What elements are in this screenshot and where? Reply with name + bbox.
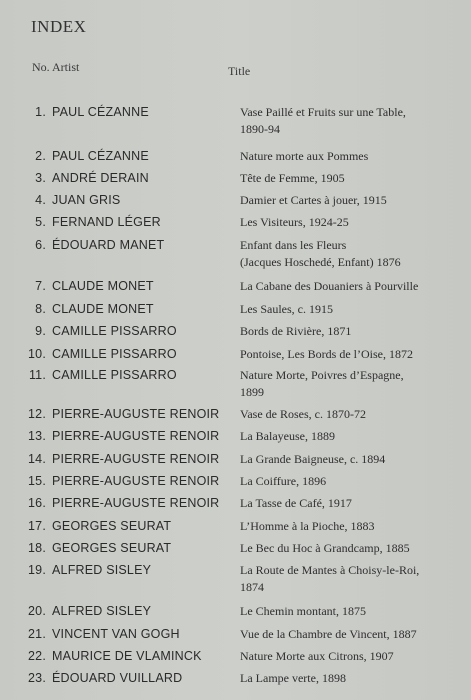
entry-number: 2. (35, 149, 46, 163)
entry-title: La Tasse de Café, 1917 (240, 496, 352, 510)
entry-number: 3. (35, 171, 46, 185)
entry-title: Damier et Cartes à jouer, 1915 (240, 193, 387, 207)
entry-title: La Balayeuse, 1889 (240, 429, 335, 443)
entry-number: 6. (35, 238, 46, 252)
entry-artist: ÉDOUARD VUILLARD (52, 671, 183, 685)
entry-title: La Cabane des Douaniers à Pourville (240, 279, 419, 293)
entry-title: Nature morte aux Pommes (240, 149, 369, 163)
entry-artist: CAMILLE PISSARRO (52, 324, 177, 338)
entry-artist: CAMILLE PISSARRO (52, 347, 177, 361)
entry-number: 12. (28, 407, 46, 421)
entry-artist: PIERRE-AUGUSTE RENOIR (52, 452, 220, 466)
entry-title: La Grande Baigneuse, c. 1894 (240, 452, 386, 466)
entry-artist: ALFRED SISLEY (52, 604, 152, 618)
entry-title: Nature Morte, Poivres d’Espagne, 1899 (240, 368, 404, 399)
entry-number: 1. (35, 105, 46, 119)
entry-title: L’Homme à la Pioche, 1883 (240, 519, 375, 533)
entry-number: 9. (35, 324, 46, 338)
entry-artist: PIERRE-AUGUSTE RENOIR (52, 474, 220, 488)
entry-title: Les Visiteurs, 1924-25 (240, 215, 349, 229)
entry-title: Les Saules, c. 1915 (240, 302, 333, 316)
entry-artist: ÉDOUARD MANET (52, 238, 165, 252)
entry-number: 8. (35, 302, 46, 316)
entry-number: 22. (28, 649, 46, 663)
entry-number: 19. (28, 563, 46, 577)
entry-title: Pontoise, Les Bords de l’Oise, 1872 (240, 347, 413, 361)
entry-artist: FERNAND LÉGER (52, 215, 161, 229)
entry-title: La Coiffure, 1896 (240, 474, 327, 488)
entry-artist: PAUL CÉZANNE (52, 149, 149, 163)
entry-title: Nature Morte aux Citrons, 1907 (240, 649, 394, 663)
entry-artist: VINCENT VAN GOGH (52, 627, 180, 641)
entry-artist: PIERRE-AUGUSTE RENOIR (52, 496, 220, 510)
column-header-title: Title (228, 64, 251, 78)
entry-number: 5. (35, 215, 46, 229)
entry-artist: PIERRE-AUGUSTE RENOIR (52, 429, 220, 443)
entry-artist: GEORGES SEURAT (52, 519, 172, 533)
entry-title: Tête de Femme, 1905 (240, 171, 345, 185)
entry-artist: ALFRED SISLEY (52, 563, 152, 577)
entry-title: Vase de Roses, c. 1870-72 (240, 407, 366, 421)
entry-title: Vase Paillé et Fruits sur une Table, 1890-94 (240, 105, 406, 136)
column-header-no-artist: No. Artist (32, 60, 80, 74)
page-title: INDEX (31, 17, 87, 36)
entry-artist: CLAUDE MONET (52, 302, 154, 316)
entry-number: 18. (28, 541, 46, 555)
entry-artist: CLAUDE MONET (52, 279, 154, 293)
entry-title: Le Bec du Hoc à Grandcamp, 1885 (240, 541, 410, 555)
entry-number: 20. (28, 604, 46, 618)
entry-title: Bords de Rivière, 1871 (240, 324, 352, 338)
entry-number: 21. (28, 627, 46, 641)
entry-number: 13. (28, 429, 46, 443)
entry-number: 17. (28, 519, 46, 533)
entry-artist: CAMILLE PISSARRO (52, 368, 177, 382)
entry-number: 14. (28, 452, 46, 466)
entry-artist: GEORGES SEURAT (52, 541, 172, 555)
entry-title: La Route de Mantes à Choisy-le-Roi, 1874 (240, 563, 420, 594)
entry-number: 4. (35, 193, 46, 207)
entry-title: Enfant dans les Fleurs (Jacques Hoschedé, Enfant) 1876 (240, 238, 401, 269)
entry-number: 23. (28, 671, 46, 685)
entry-artist: PIERRE-AUGUSTE RENOIR (52, 407, 220, 421)
entry-artist: MAURICE DE VLAMINCK (52, 649, 202, 663)
entry-artist: PAUL CÉZANNE (52, 105, 149, 119)
entry-number: 15. (28, 474, 46, 488)
entry-number: 7. (35, 279, 46, 293)
entry-artist: JUAN GRIS (52, 193, 121, 207)
entry-title: Le Chemin montant, 1875 (240, 604, 366, 618)
entry-number: 11. (28, 368, 46, 382)
entry-title: La Lampe verte, 1898 (240, 671, 346, 685)
entry-title: Vue de la Chambre de Vincent, 1887 (240, 627, 417, 641)
entry-number: 10. (28, 347, 46, 361)
entry-number: 16. (28, 496, 46, 510)
entry-artist: ANDRÉ DERAIN (52, 171, 149, 185)
